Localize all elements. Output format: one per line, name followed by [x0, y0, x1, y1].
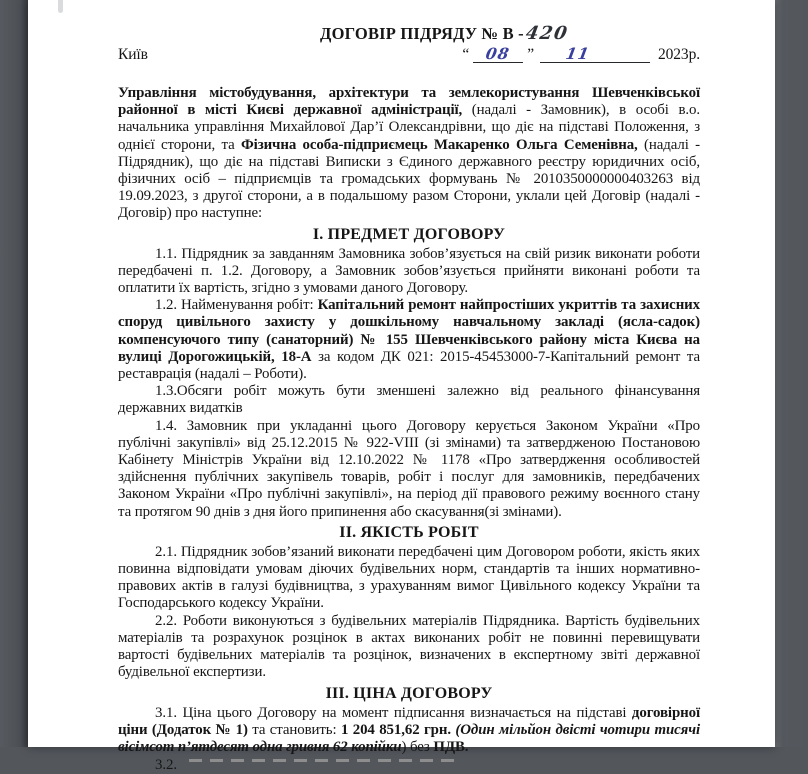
cut-off-line	[118, 757, 700, 774]
city-label: Київ	[118, 46, 148, 63]
paragraph-1-4	[118, 418, 700, 521]
contract-title	[153, 24, 735, 43]
text-run: ПДВ.	[433, 738, 469, 755]
paragraph-1-3	[118, 383, 700, 417]
paragraph-2-1	[118, 544, 700, 613]
text-run: 3.2.	[155, 757, 177, 774]
handwritten-month: 11	[564, 44, 592, 63]
document-page	[28, 0, 775, 774]
year-label: 2023р.	[657, 46, 700, 63]
header-meta-row	[118, 46, 700, 64]
text-run: 3.1. Ціна цього Договору на момент підписання визначається на підставі	[155, 704, 632, 721]
viewer-background-left	[0, 0, 28, 747]
close-quote: ”	[527, 46, 534, 63]
section-heading-price: ІІІ. ЦІНА ДОГОВОРУ	[325, 684, 493, 702]
text-run: за кодом ДК 021: 2015-45453000-7-Капітальний ремонт та реставрація (надалі – Роботи).	[118, 348, 700, 383]
paragraph-1-1	[118, 246, 700, 298]
document-content	[118, 23, 701, 774]
handwritten-day: 08	[484, 44, 512, 63]
text-run: 1.3.Обсяги робіт можуть бути зменшені залежно від реального фінансування державних видатків	[118, 383, 700, 417]
text-run: та становить:	[247, 721, 341, 738]
scan-artifact-smudge	[58, 0, 63, 13]
paragraph-3-1	[118, 705, 700, 757]
text-run: Фізична особа-підприємець Макаренко Ольга Семенівна,	[240, 136, 638, 153]
text-run: ) без	[401, 738, 434, 755]
section-heading-quality: ІІ. ЯКІСТЬ РОБІТ	[339, 523, 479, 541]
contract-title-text: ДОГОВІР ПІДРЯДУ № В -	[320, 24, 524, 43]
month-underline	[540, 46, 650, 63]
text-run: 2.2. Роботи виконуються з будівельних матеріалів Підрядника. Вартість будівельних матеріалів та розрахунок розцінок в актах виконаних робіт не повинні перевищувати вартості будівельних матеріалів та розцінок, визначених в експертному звіті державної будівельної експертизи.	[118, 612, 700, 681]
contract-number-handwritten: 420	[524, 23, 570, 44]
paragraph-intro	[118, 85, 700, 223]
viewer-background-right	[775, 0, 808, 747]
text-run: договірної ціни (Додаток № 1)	[118, 704, 700, 738]
text-run: 1.2. Найменування робіт:	[155, 297, 318, 314]
day-underline	[473, 46, 523, 63]
text-run: Управління містобудування, архітектури та землекористування Шевченківської районної в місті Києві державної адміністрації,	[118, 85, 700, 119]
cut-text-artifact	[189, 759, 454, 762]
paragraph-3-2-partial	[118, 757, 700, 774]
open-quote: “	[462, 46, 470, 63]
section-heading-subject: І. ПРЕДМЕТ ДОГОВОРУ	[312, 225, 506, 243]
text-run: 1.4. Замовник при укладанні цього Договору керується Законом України «Про публічні закупівлі» від 25.12.2015 № 922-VIII (зі змінами) та затвердженою Постановою Кабінету Міністрів України від 12.10.2022 № 1178 «Про затвердження особливостей здійснення публічних закупівель товарів, робіт і послуг для замовників, передбачених Законом України «Про публічні закупівлі», на період дії правового режиму воєнного стану та протягом 90 днів з дня його припинення або скасування(зі змінами).	[118, 417, 700, 520]
paragraph-2-2	[118, 613, 700, 682]
paragraph-1-2	[118, 297, 700, 383]
date-line	[462, 46, 700, 64]
text-run: (надалі - Підрядник), що діє на підставі Виписки з Єдиного державного реєстру юридичних осіб, фізичних осіб – підприємців та громадських формувань № 2010350000000403263 від 19.09.2023, з другої сторони, а в подальшому разом Сторони, уклали цей Договір (надалі - Договір) про наступне:	[118, 136, 700, 222]
text-run: 2.1. Підрядник зобов’язаний виконати передбачені цим Договором роботи, якість яких повинна відповідати умовам діючих будівельних норм, стандартів та інших нормативно-правових актів в галузі будівництва, з урахуванням вимог Цивільного кодексу України та Господарського кодексу України.	[118, 543, 700, 612]
text-run: Капітальний ремонт найпростіших укриттів та захисних споруд цивільного захисту у дошкільному навчальному закладі (ясла-садок) компенсуючого типу (санаторний) № 155 Шевченківського району міста Києва на вулиці Дорогожицькій, 18-А	[118, 297, 700, 365]
text-run: 1 204 851,62 грн.	[340, 721, 451, 738]
text-run: (Один мільйон двісті чотири тисячі вісімсот п’ятдесят одна гривня 62 копійки	[118, 721, 701, 755]
text-run: 1.1. Підрядник за завданням Замовника зобов’язується на свій ризик виконати роботи передбачені п. 1.2. Договору, а Замовник зобов’язується прийняти виконані роботи та оплатити їх вартість, згідно з умовами даного Договору.	[118, 245, 700, 297]
text-run: (надалі - Замовник), в особі в.о. начальника управління Михайлової Дар’ї Олександрівни, що діє на підставі Положення, з однієї сторони, та	[118, 102, 700, 153]
